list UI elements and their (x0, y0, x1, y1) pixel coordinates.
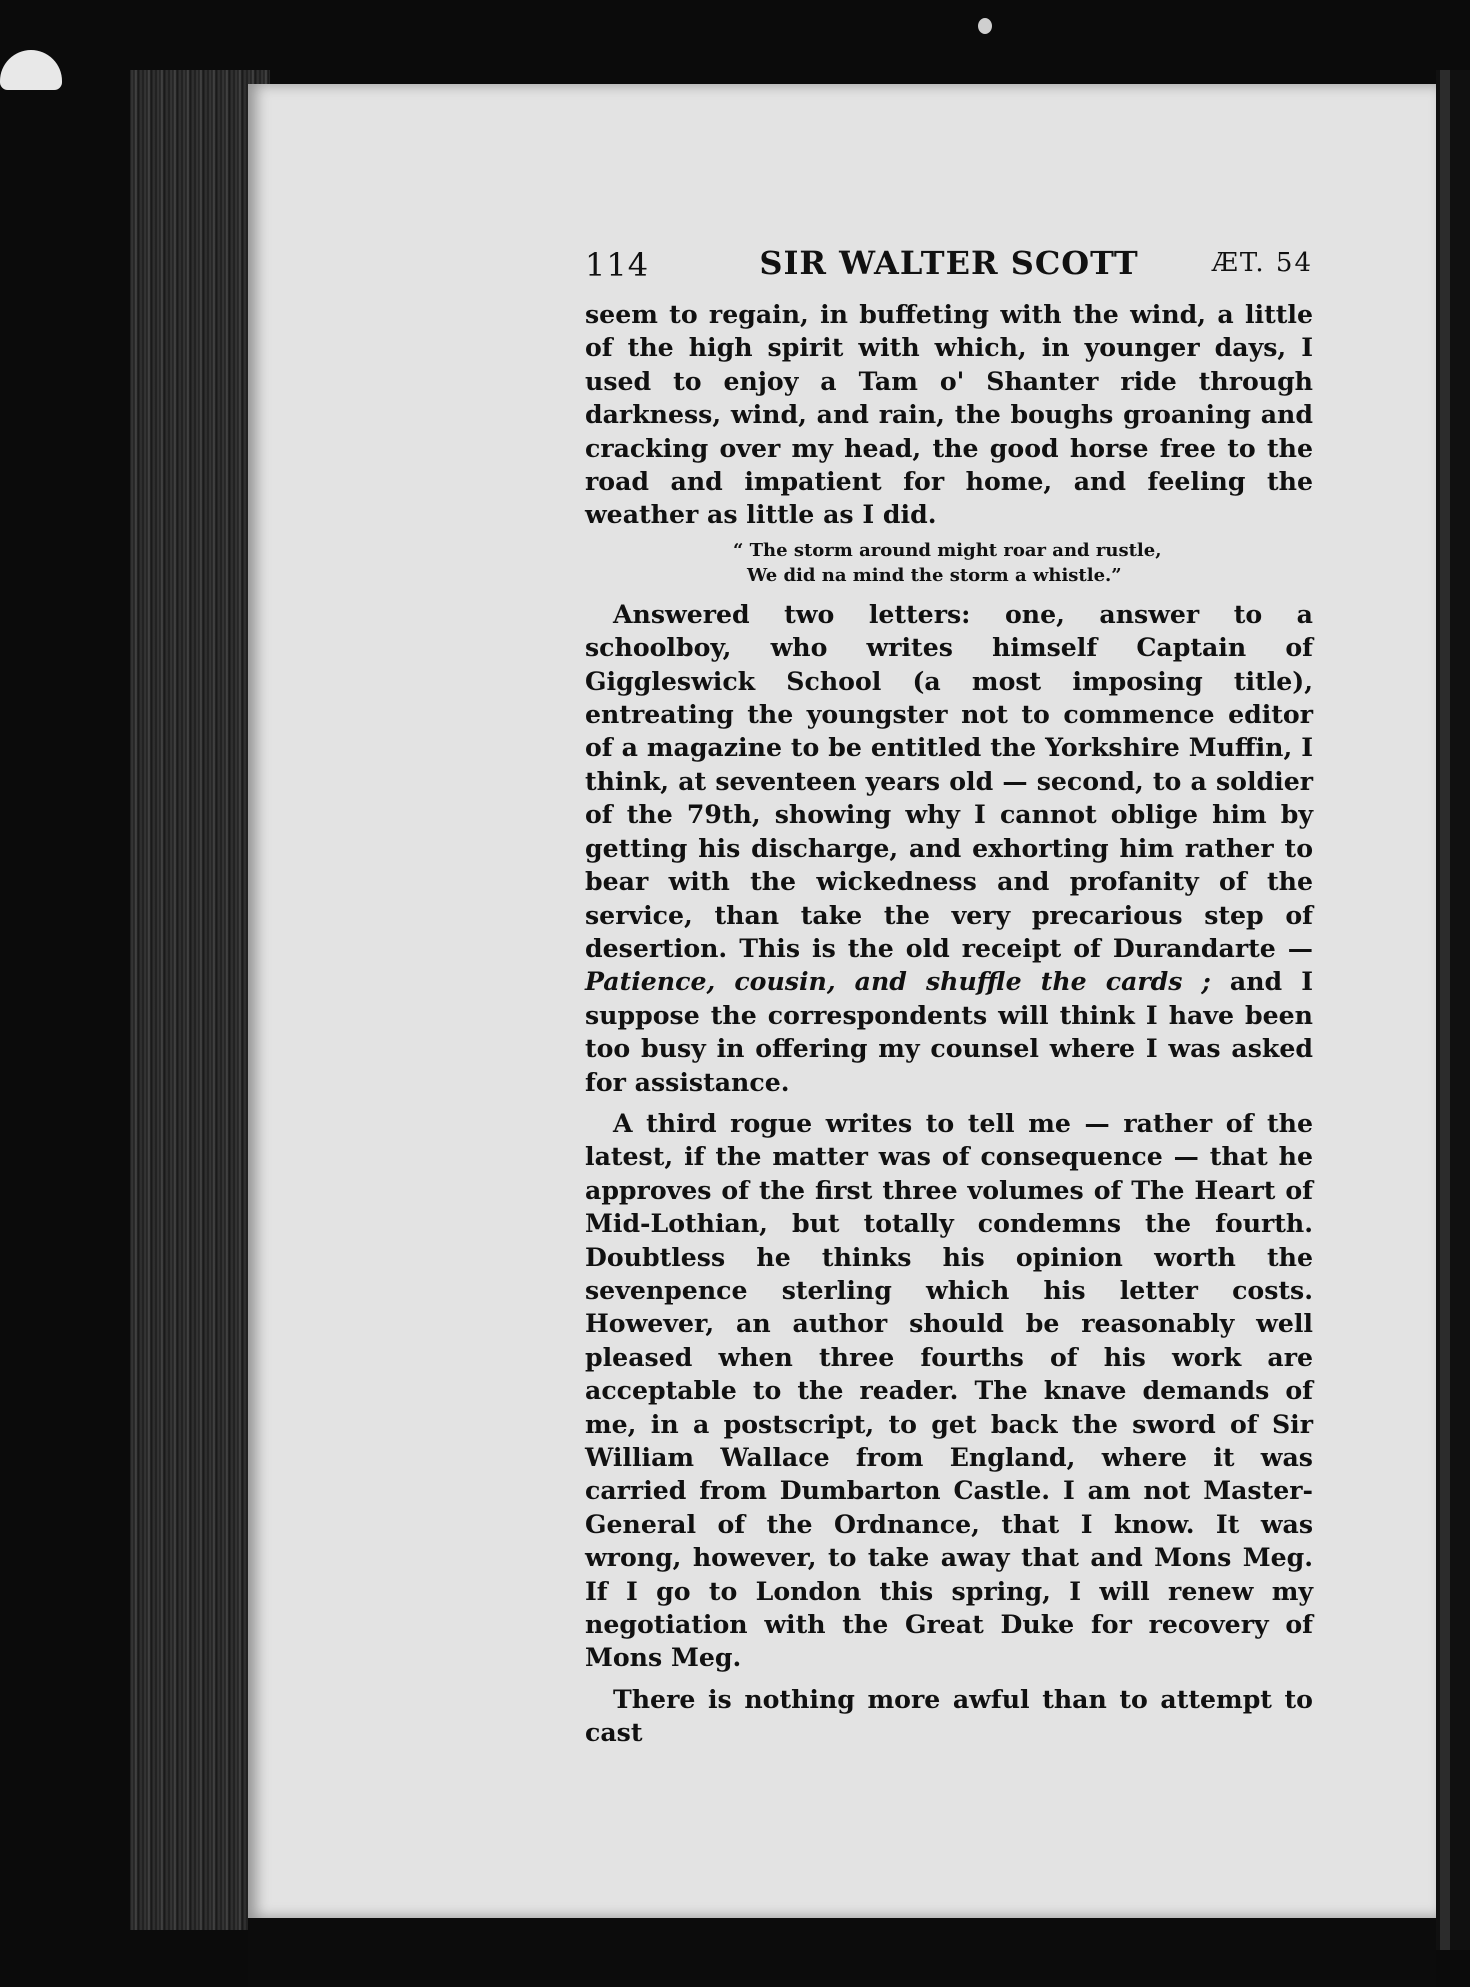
paragraph-letters (585, 598, 1313, 1099)
paragraph-continuation: seem to regain, in buffeting with the wind, a little of the high spirit with which, in younger days, I used to enjoy a Tam o' Shanter ride through darkness, wind, and rain, the boughs groaning and cracking over my head, the good horse free to the road and impatient for home, and feeling the weather as little as I did. (585, 299, 1313, 530)
facing-page-edge (1436, 70, 1470, 1950)
paragraph-final-line: There is nothing more awful than to attempt to cast (585, 1683, 1313, 1748)
scan-dust-spot (978, 18, 992, 34)
scan-bottom-margin (248, 1918, 1436, 1987)
running-title: SIR WALTER SCOTT (759, 244, 1139, 282)
verse-quotation (585, 538, 1313, 588)
verse-line-2: We did na mind the storm a whistle.” (747, 564, 1122, 586)
page-text-block (585, 240, 1313, 1750)
paragraph-letters-text: Answered two letters: one, answer to a schoolboy, who writes himself Captain of Giggleswick School (a most imposing title), entreating the youngster not to commence editor of a magazine to be entitled the Yorkshire Muffin, I think, at seventeen years old — second, to a soldier of the 79th, showing why I cannot oblige him by getting his discharge, and exhorting him rather to bear with the wickedness and profanity of the service, than take the very precarious step of desertion. This is the old receipt of Durandarte — (585, 598, 1313, 963)
paragraph-third-rogue: A third rogue writes to tell me — rather of the latest, if the matter was of consequence — that he approves of the first three volumes of The Heart of Mid-Lothian, but totally condemns the fourth. Doubtless he thinks his opinion worth the sevenpence sterling which his letter costs. However, an author should be reasonably well pleased when three fourths of his work are acceptable to the reader. The knave demands of me, in a postscript, to get back the sword of Sir William Wallace from England, where it was carried from Dumbarton Castle. I am not Master-General of the Ordnance, that I know. It was wrong, however, to take away that and Mons Meg. If I go to London this spring, I will renew my negotiation with the Great Duke for recovery of Mons Meg. (585, 1107, 1313, 1673)
page-number: 114 (585, 246, 650, 284)
italic-quotation: Patience, cousin, and shuffle the cards ; (585, 966, 1211, 997)
running-head (585, 240, 1313, 298)
paragraph-letters-tail: and I suppose the correspondents will think I have been too busy in offering my counsel where I was asked for assistance. (585, 966, 1313, 1097)
age-marker: ÆT. 54 (1211, 248, 1313, 278)
verse-line-1: “ The storm around might roar and rustle, (733, 539, 1162, 561)
